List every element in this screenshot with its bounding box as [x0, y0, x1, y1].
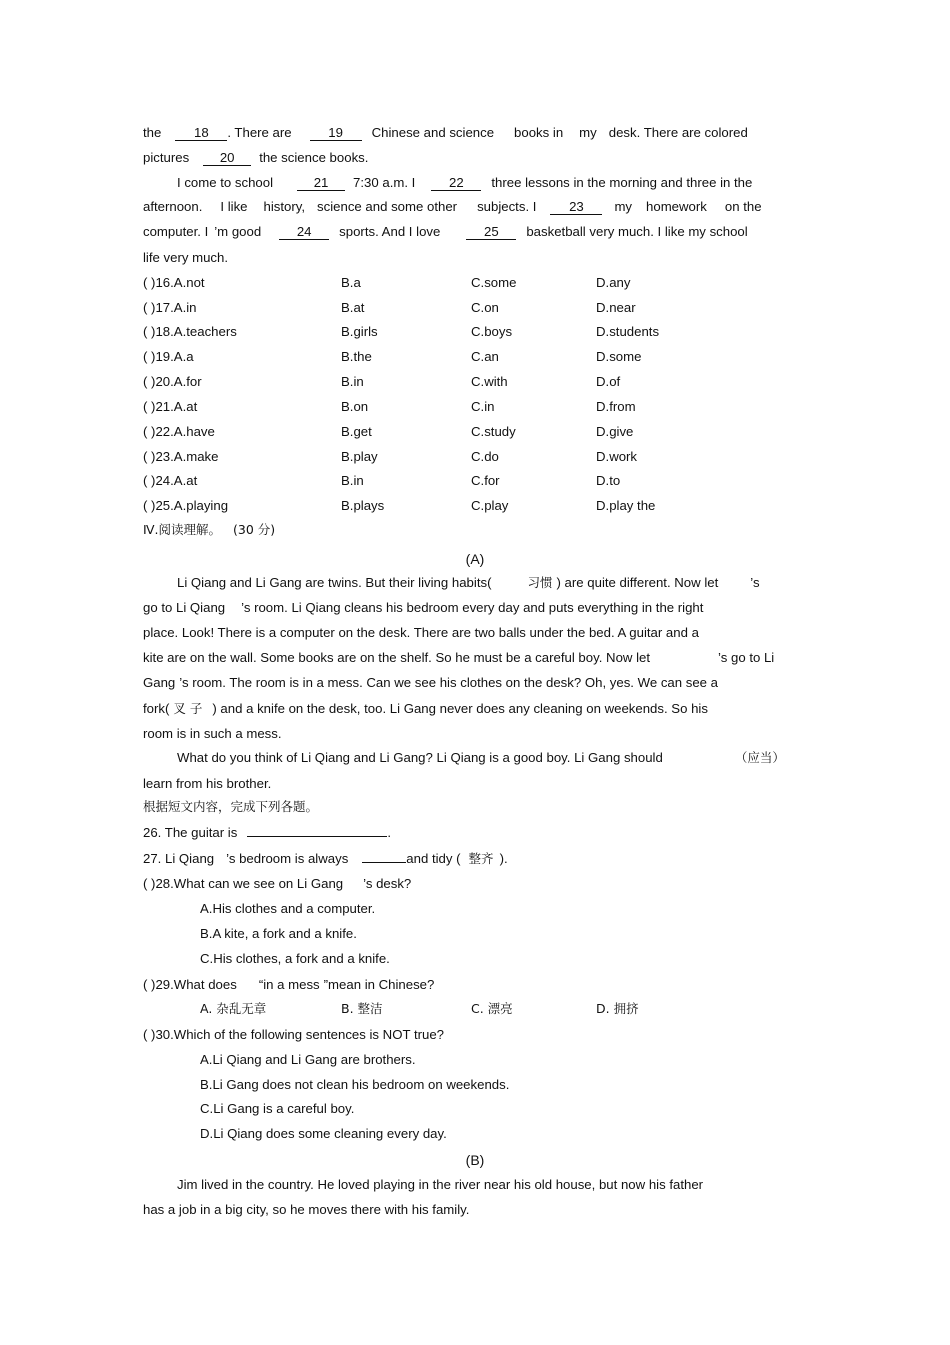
- option-c: C.His clothes, a fork and a knife.: [200, 951, 390, 966]
- text: go to Li Qiang: [143, 600, 226, 615]
- text: basketball very much. I like my school: [526, 224, 748, 239]
- option-b: B. 整洁: [341, 1001, 383, 1016]
- option-d: D.to: [596, 473, 621, 488]
- text: and tidy (: [406, 851, 461, 866]
- text: ’s: [750, 575, 760, 590]
- text: ’s desk?: [363, 876, 412, 891]
- option-d: D.work: [596, 449, 638, 464]
- option-c: C.with: [471, 374, 508, 389]
- cloze-line: [143, 150, 368, 166]
- option-b: B.in: [341, 374, 364, 389]
- option-b: B.play: [341, 449, 378, 464]
- option-d: D.play the: [596, 498, 656, 513]
- option-c: C.some: [471, 275, 517, 290]
- passage-line: [177, 575, 760, 591]
- cloze-line: life very much.: [143, 250, 229, 265]
- text: ( )28.What can we see on Li Gang: [143, 876, 344, 891]
- option-a: A. 杂乱无章: [200, 1001, 267, 1016]
- option-b: B.get: [341, 424, 372, 439]
- passage-line: [177, 750, 785, 766]
- question-17: ( )17.A.in: [143, 300, 197, 315]
- text: books in: [514, 125, 564, 140]
- text: science and some other: [317, 199, 458, 214]
- option-b: B.in: [341, 473, 364, 488]
- option-c: C.do: [471, 449, 499, 464]
- answer-blank[interactable]: [362, 862, 406, 863]
- passage-line: [143, 701, 708, 717]
- section-title: Ⅳ.阅读理解。: [143, 522, 222, 537]
- text: ’m good: [214, 224, 262, 239]
- passage-line: Jim lived in the country. He loved playing in the river near his old house, but now his father: [177, 1177, 704, 1192]
- question-21: ( )21.A.at: [143, 399, 198, 414]
- option-b: B.on: [341, 399, 369, 414]
- text: the: [143, 125, 162, 140]
- text: my: [579, 125, 597, 140]
- text: history,: [263, 199, 306, 214]
- question-19: ( )19.A.a: [143, 349, 194, 364]
- blank-20: 20: [203, 150, 251, 166]
- instruction: 根据短文内容，完成下列各题。: [143, 799, 319, 814]
- text: （应当）: [734, 750, 785, 765]
- section-heading: [143, 522, 275, 538]
- option-b: B.girls: [341, 324, 378, 339]
- text: I like: [220, 199, 248, 214]
- text: Li Qiang and Li Gang are twins. But their living habits(: [177, 575, 492, 590]
- text: ’s room. Li Qiang cleans his bedroom every day and puts everything in the right: [241, 600, 704, 615]
- blank-25: 25: [466, 224, 516, 240]
- text: ’s bedroom is always: [226, 851, 349, 866]
- text: ) are quite different. Now let: [556, 575, 719, 590]
- answer-blank[interactable]: [247, 836, 387, 837]
- text: desk. There are colored: [608, 125, 748, 140]
- text: What do you think of Li Qiang and Li Gang? Li Qiang is a good boy. Li Gang should: [177, 750, 663, 765]
- passage-line: [143, 600, 703, 616]
- text: 27. Li Qiang: [143, 851, 215, 866]
- option-c: C.in: [471, 399, 495, 414]
- text: . There are: [227, 125, 292, 140]
- option-c: C.play: [471, 498, 509, 513]
- option-b: B.A kite, a fork and a knife.: [200, 926, 357, 941]
- text: 26. The guitar is: [143, 825, 238, 840]
- text: Gang: [143, 675, 176, 690]
- text: three lessons in the morning and three in the: [491, 175, 753, 190]
- blank-18: 18: [175, 125, 227, 141]
- cloze-line: [143, 224, 748, 240]
- option-c: C.for: [471, 473, 500, 488]
- option-d: D.from: [596, 399, 636, 414]
- cloze-line: [143, 125, 748, 141]
- text: computer. I: [143, 224, 209, 239]
- question-26: [143, 825, 391, 841]
- text: 整齐: [468, 851, 494, 866]
- question-28: [143, 876, 411, 892]
- option-d: D.some: [596, 349, 642, 364]
- passage-b-label: (B): [465, 1152, 485, 1168]
- option-c: C.an: [471, 349, 499, 364]
- question-16: ( )16.A.not: [143, 275, 205, 290]
- text: 叉 子: [173, 701, 203, 716]
- option-d: D.near: [596, 300, 636, 315]
- text: pictures: [143, 150, 190, 165]
- text: the science books.: [259, 150, 369, 165]
- passage-line: has a job in a big city, so he moves there with his family.: [143, 1202, 470, 1217]
- text: subjects. I: [477, 199, 537, 214]
- option-a: A.His clothes and a computer.: [200, 901, 376, 916]
- option-c: C.study: [471, 424, 516, 439]
- question-18: ( )18.A.teachers: [143, 324, 237, 339]
- text: ) and a knife on the desk, too. Li Gang never does any cleaning on weekends. So his: [212, 701, 708, 716]
- text: .: [387, 825, 391, 840]
- text: 7:30 a.m. I: [353, 175, 416, 190]
- text: on the: [724, 199, 762, 214]
- text: fork(: [143, 701, 170, 716]
- passage-line: room is in such a mess.: [143, 726, 282, 741]
- question-29: [143, 977, 434, 993]
- passage-line: learn from his brother.: [143, 776, 272, 791]
- blank-23: 23: [550, 199, 602, 215]
- blank-22: 22: [431, 175, 481, 191]
- text: I come to school: [177, 175, 274, 190]
- text: ”mean in Chinese?: [323, 977, 435, 992]
- question-24: ( )24.A.at: [143, 473, 198, 488]
- option-d: D. 拥挤: [596, 1001, 639, 1016]
- text: “in a mess: [258, 977, 320, 992]
- question-25: ( )25.A.playing: [143, 498, 229, 513]
- passage-line: [143, 650, 774, 666]
- text: sports. And I love: [339, 224, 441, 239]
- option-d: D.of: [596, 374, 621, 389]
- section-score: (30 分): [233, 522, 276, 537]
- option-b: B.a: [341, 275, 361, 290]
- text: homework: [646, 199, 707, 214]
- text: Chinese and science: [371, 125, 495, 140]
- question-22: ( )22.A.have: [143, 424, 215, 439]
- text: 习惯: [527, 575, 553, 590]
- text: ).: [499, 851, 508, 866]
- text: ’s room. The room is in a mess. Can we see his clothes on the desk? Oh, yes. We can see a: [179, 675, 719, 690]
- text: afternoon.: [143, 199, 203, 214]
- question-27: [143, 851, 508, 867]
- text: kite are on the wall. Some books are on the shelf. So he must be a careful boy. Now let: [143, 650, 651, 665]
- blank-21: 21: [297, 175, 345, 191]
- passage-line: [143, 675, 718, 691]
- blank-19: 19: [310, 125, 362, 141]
- option-d: D.give: [596, 424, 634, 439]
- option-d: D.Li Qiang does some cleaning every day.: [200, 1126, 447, 1141]
- passage-a-label: (A): [465, 551, 485, 567]
- option-b: B.Li Gang does not clean his bedroom on weekends.: [200, 1077, 510, 1092]
- passage-line: place. Look! There is a computer on the desk. There are two balls under the bed. A guitar and a: [143, 625, 699, 640]
- option-b: B.the: [341, 349, 372, 364]
- text: ’s go to Li: [718, 650, 775, 665]
- option-c: C.on: [471, 300, 499, 315]
- text: my: [614, 199, 633, 214]
- option-c: C.boys: [471, 324, 513, 339]
- cloze-line: [143, 199, 762, 215]
- question-20: ( )20.A.for: [143, 374, 202, 389]
- question-30: ( )30.Which of the following sentences is NOT true?: [143, 1027, 445, 1042]
- option-a: A.Li Qiang and Li Gang are brothers.: [200, 1052, 416, 1067]
- option-d: D.any: [596, 275, 631, 290]
- blank-24: 24: [279, 224, 329, 240]
- option-c: C.Li Gang is a careful boy.: [200, 1101, 355, 1116]
- option-c: C. 漂亮: [471, 1001, 513, 1016]
- option-b: B.plays: [341, 498, 385, 513]
- option-d: D.students: [596, 324, 660, 339]
- text: ( )29.What does: [143, 977, 237, 992]
- cloze-line: [177, 175, 752, 191]
- question-23: ( )23.A.make: [143, 449, 219, 464]
- option-b: B.at: [341, 300, 365, 315]
